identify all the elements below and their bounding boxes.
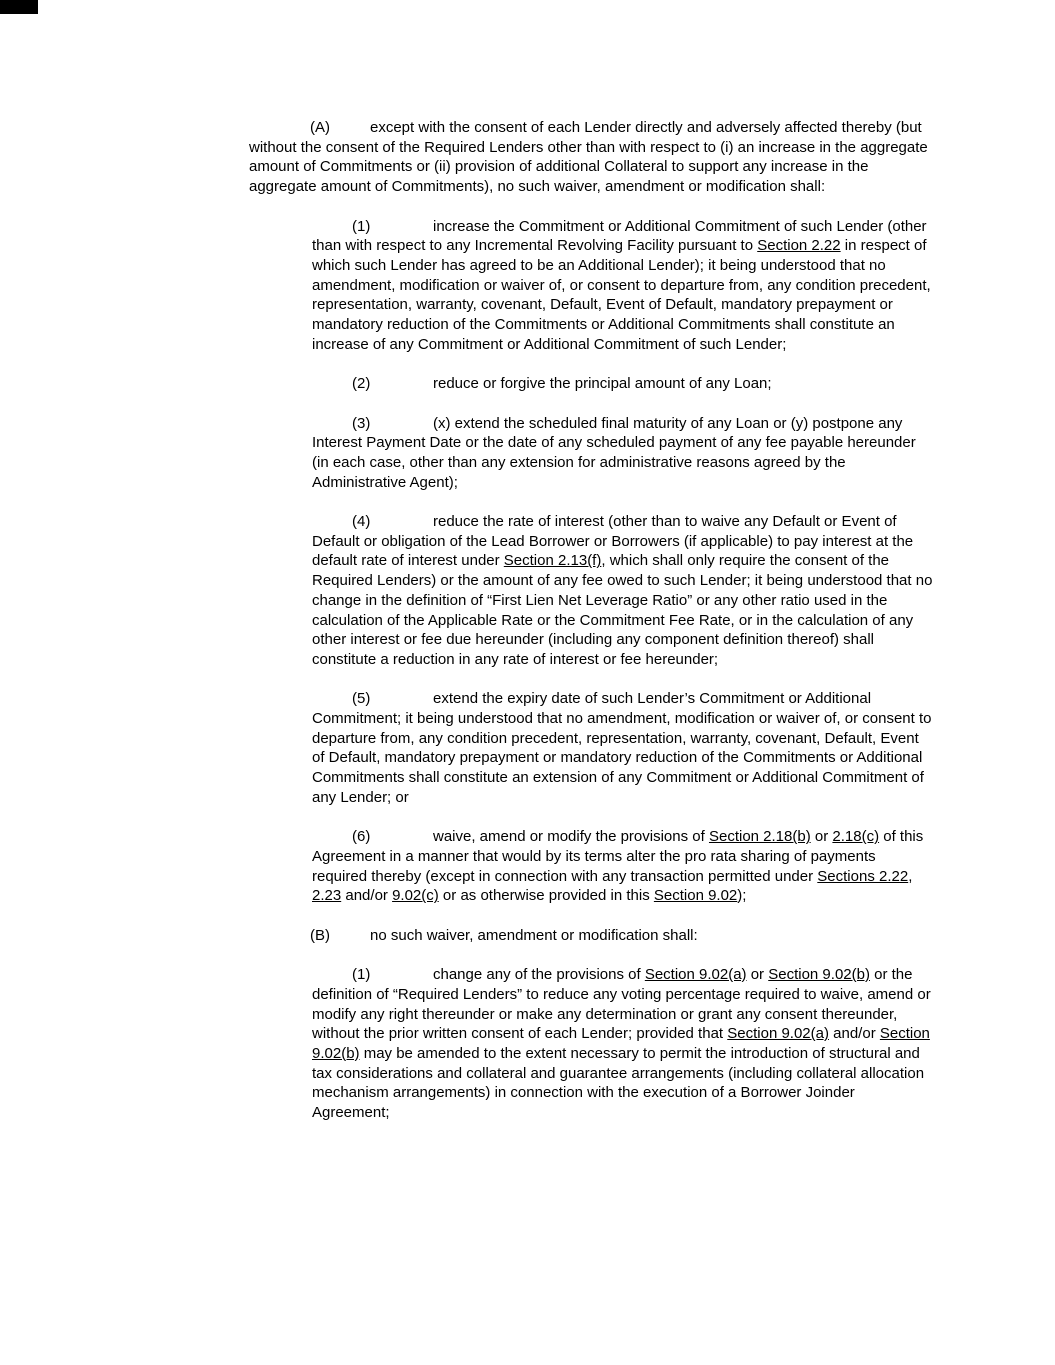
section-reference: Section 9.02(b)	[768, 966, 870, 984]
paragraph-text: extend the expiry date of such Lender’s Commitment or Additional Commitment; it being understood that no amendment, modification or waiver of, or consent to departure from, any condition precedent, representation, warranty, covenant, Default, Event of Default, mandatory prepayment or mandatory reduction of the Commitments or Additional Commitments shall constitute an extension of any Commitment or Additional Commitment of any Lender; or	[312, 690, 932, 806]
paragraph	[312, 965, 933, 1123]
paragraph-text: may be amended to the extent necessary to permit the introduction of structural and tax considerations and collateral and guarantee arrangements (including collateral allocation mechanism arrangements) in connection with the execution of a Borrower Joinder Agreement;	[312, 1044, 925, 1122]
paragraph	[249, 118, 933, 197]
section-reference: Section 9.02(a)	[727, 1025, 829, 1043]
section-reference: Section 2.18(b)	[708, 828, 811, 846]
paragraph-text: increase the Commitment or Additional Commitment of such Lender (other than with respect to any Incremental Revolving Facility pursuant to	[312, 217, 927, 255]
paragraph-text: and/or	[828, 1025, 880, 1043]
paragraph-label: (B)	[310, 926, 330, 944]
paragraph-text: or	[810, 828, 833, 846]
scan-artifact-mark	[0, 0, 38, 14]
section-reference: Section 9.02(b)	[312, 1025, 930, 1062]
paragraph-text: , which shall only require the consent of the Required Lenders) or the amount of any fee owed to such Lender; it being understood that no change in the definition of “First Lien Net Leverage Ratio” or any other ratio used in the calculation of the Applicable Rate or the Commitment Fee Rate, or in the calculation of any other interest or fee due hereunder (including any component definition thereof) shall constitute a reduction in any rate of interest or fee hereunder;	[312, 552, 933, 668]
paragraph-label: (3)	[352, 414, 371, 432]
document-body	[249, 118, 933, 1142]
paragraph-text: in respect of which such Lender has agreed to be an Additional Lender); it being understood that no amendment, modification or waiver of, or consent to departure from, any condition precedent, representation, warranty, covenant, Default, Event of Default, mandatory prepayment or mandatory reduction of the Commitments or Additional Commitments shall constitute an increase of any Commitment or Additional Commitment of such Lender;	[312, 237, 931, 353]
paragraph-text: reduce or forgive the principal amount of any Loan;	[433, 375, 772, 393]
paragraph	[312, 689, 933, 807]
paragraph-text: of this Agreement in a manner that would by its terms alter the pro rata sharing of payments required thereby (except in connection with any transaction permitted under	[312, 828, 924, 885]
paragraph-text: and/or	[341, 887, 393, 905]
paragraph-label: (1)	[352, 217, 371, 235]
paragraph	[312, 374, 933, 394]
section-reference: Section 9.02(a)	[644, 966, 747, 984]
paragraph-text: no such waiver, amendment or modification shall:	[370, 926, 698, 944]
paragraph	[312, 827, 933, 906]
section-reference: Section 2.22	[757, 237, 841, 255]
paragraph	[312, 217, 933, 355]
section-reference: 9.02(c)	[392, 887, 439, 905]
paragraph-text: (x) extend the scheduled final maturity of any Loan or (y) postpone any Interest Payment Date or the date of any scheduled payment of any fee payable hereunder (in each case, other than any extension for administrative reasons agreed by the Administrative Agent);	[312, 414, 916, 491]
section-reference: 2.23	[312, 887, 342, 905]
paragraph-label: (4)	[352, 513, 371, 530]
paragraph-text: );	[737, 887, 747, 905]
section-reference: Section 2.13(f)	[503, 552, 602, 570]
paragraph-text: ,	[908, 867, 913, 885]
section-reference: 2.18(c)	[832, 828, 880, 846]
paragraph	[249, 926, 933, 946]
paragraph-label: (2)	[352, 375, 371, 393]
section-reference: Sections 2.22	[817, 867, 909, 885]
paragraph-text: waive, amend or modify the provisions of	[433, 828, 709, 846]
paragraph-text: or the definition of “Required Lenders” to reduce any voting percentage required to waive, amend or modify any right thereunder or make any determination or grant any consent thereunder, without the prior written consent of each Lender; provided that	[312, 966, 931, 1043]
paragraph-text: change any of the provisions of	[433, 966, 645, 984]
paragraph	[312, 512, 933, 670]
paragraph	[312, 414, 933, 493]
paragraph-text: reduce the rate of interest (other than to waive any Default or Event of Default or obligation of the Lead Borrower or Borrowers (if applicable) to pay interest at the default rate of interest under	[312, 513, 914, 570]
paragraph-text: or as otherwise provided in this	[438, 887, 654, 905]
section-reference: Section 9.02	[653, 887, 738, 905]
paragraph-label: (5)	[352, 690, 371, 708]
paragraph-label: (1)	[352, 966, 371, 984]
paragraph-label: (6)	[352, 828, 371, 846]
paragraph-label: (A)	[310, 119, 330, 136]
paragraph-text: or	[746, 966, 769, 984]
paragraph-text: except with the consent of each Lender directly and adversely affected thereby (but without the consent of the Required Lenders other than with respect to (i) an increase in the aggregate amount of Commitments or (ii) provision of additional Collateral to support any increase in the aggregate amount of Commitments), no such waiver, amendment or modification shall:	[249, 119, 928, 196]
